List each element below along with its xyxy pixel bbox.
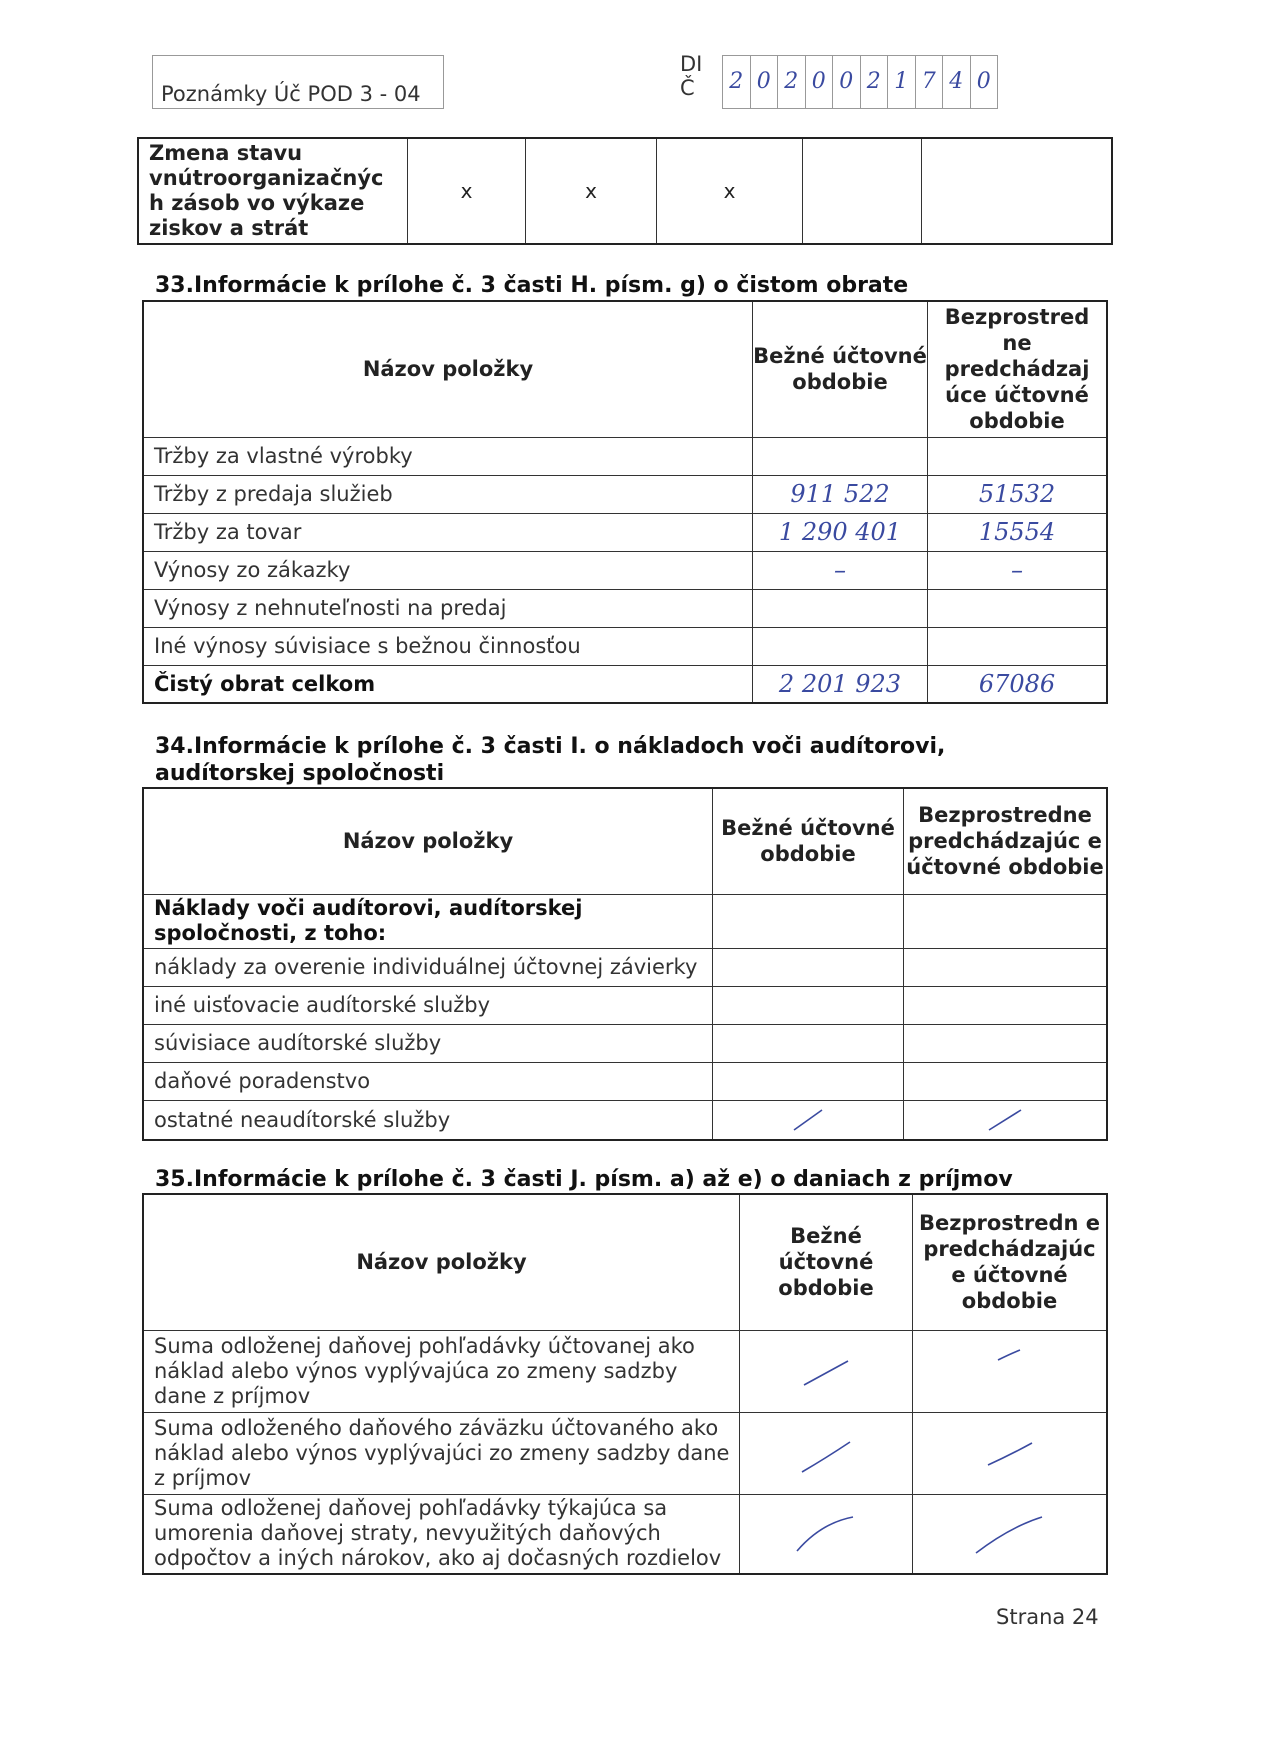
- total-label: Náklady voči audítorovi, audítorskej spoločnosti, z toho:: [143, 894, 713, 948]
- handwritten-dash-mark: [990, 1346, 1030, 1396]
- table-row: [143, 948, 1107, 986]
- handwritten-dash-mark: [985, 1106, 1025, 1134]
- section33-title: 33.Informácie k prílohe č. 3 časti H. písm. g) o čistom obrate: [155, 273, 909, 298]
- table-row: [143, 986, 1107, 1024]
- row-current: [713, 948, 904, 986]
- row-label: Suma odloženého daňového záväzku účtovaného ako náklad alebo výnos vyplývajúci zo zmeny sadzby dane z príjmov: [143, 1412, 740, 1494]
- row-label: Tržby za tovar: [143, 513, 753, 551]
- handwritten-dash-mark: [796, 1351, 856, 1391]
- row-label: súvisiace audítorské služby: [143, 1024, 713, 1062]
- row-label: Suma odloženej daňovej pohľadávky týkajúca sa umorenia daňovej straty, nevyužitých daňových odpočtov a iných nárokov, ako aj dočasných rozdielov: [143, 1494, 740, 1574]
- row-label: iné uisťovacie audítorské služby: [143, 986, 713, 1024]
- col-name-header: Názov položky: [143, 788, 713, 894]
- row-previous: [928, 589, 1108, 627]
- row-current: [740, 1494, 913, 1574]
- row-label: Iné výnosy súvisiace s bežnou činnosťou: [143, 627, 753, 665]
- row-current: [753, 437, 928, 475]
- cell: [922, 138, 1113, 244]
- table-row: [143, 513, 1107, 551]
- row-previous: [904, 948, 1108, 986]
- row-previous: –: [928, 551, 1108, 589]
- dic-digit: 4: [943, 56, 971, 108]
- handwritten-dash-mark: [796, 1428, 856, 1478]
- row-previous: [904, 1024, 1108, 1062]
- row-label: Výnosy zo zákazky: [143, 551, 753, 589]
- row-label: Tržby z predaja služieb: [143, 475, 753, 513]
- row-current: [713, 1100, 904, 1140]
- row-label: Tržby za vlastné výrobky: [143, 437, 753, 475]
- row-current: [753, 589, 928, 627]
- dic-boxes: [722, 55, 998, 109]
- row-previous: [913, 1330, 1108, 1412]
- total-previous: 67086: [928, 665, 1108, 703]
- page-number: Strana 24: [996, 1605, 1099, 1629]
- row-previous: 51532: [928, 475, 1108, 513]
- total-current: 2 201 923: [753, 665, 928, 703]
- row-current: 1 290 401: [753, 513, 928, 551]
- row-current: 911 522: [753, 475, 928, 513]
- handwritten-dash-mark: [980, 1433, 1040, 1473]
- table-row: [143, 589, 1107, 627]
- inventory-change-label: Zmena stavu vnútroorganizačnýc h zásob vo výkaze ziskov a strát: [138, 138, 408, 244]
- col-name-header: Názov položky: [143, 1194, 740, 1330]
- dic-digit: 0: [751, 56, 779, 108]
- table-row: [143, 1024, 1107, 1062]
- dic-label-1: DI: [680, 52, 703, 76]
- section34-title: 34.Informácie k prílohe č. 3 časti I. o nákladoch voči audítorovi, audítorskej spoločnosti: [155, 734, 946, 786]
- table-row: [143, 437, 1107, 475]
- inventory-change-table: [137, 137, 1113, 245]
- dic-digit: 7: [916, 56, 944, 108]
- row-current: [713, 894, 904, 948]
- row-current: [713, 1024, 904, 1062]
- table-row: [143, 1494, 1107, 1574]
- row-previous: [913, 1494, 1108, 1574]
- dic-digit: 1: [888, 56, 916, 108]
- table-row: [143, 551, 1107, 589]
- total-row: [143, 894, 1107, 948]
- handwritten-dash-mark: [970, 1509, 1050, 1559]
- col-previous-header: Bezprostred ne predchádzaj úce účtovné obdobie: [928, 301, 1108, 437]
- row-current: [713, 986, 904, 1024]
- income-tax-table: [142, 1193, 1108, 1575]
- row-previous: [928, 437, 1108, 475]
- row-current: [740, 1330, 913, 1412]
- notes-label: Poznámky Úč POD 3 - 04: [161, 82, 421, 106]
- cell: x: [408, 138, 526, 244]
- dic-digit: 2: [778, 56, 806, 108]
- table-row: [143, 627, 1107, 665]
- row-previous: [928, 627, 1108, 665]
- table-row: [143, 1412, 1107, 1494]
- cell: x: [526, 138, 657, 244]
- dic-digit: 0: [806, 56, 834, 108]
- handwritten-dash-mark: [791, 1509, 861, 1559]
- dic-digit: 2: [861, 56, 889, 108]
- col-current-header: Bežné účtovné obdobie: [753, 301, 928, 437]
- table-row: [143, 475, 1107, 513]
- row-previous: [913, 1412, 1108, 1494]
- row-label: ostatné neaudítorské služby: [143, 1100, 713, 1140]
- row-label: daňové poradenstvo: [143, 1062, 713, 1100]
- row-current: [740, 1412, 913, 1494]
- auditor-costs-table: [142, 787, 1108, 1141]
- notes-box: [152, 55, 444, 109]
- handwritten-dash-mark: [788, 1106, 828, 1134]
- row-previous: [904, 894, 1108, 948]
- net-turnover-table: [142, 300, 1108, 704]
- row-previous: [904, 1100, 1108, 1140]
- dic-digit: 0: [833, 56, 861, 108]
- dic-label-2: Č: [680, 76, 695, 100]
- row-label: náklady za overenie individuálnej účtovnej závierky: [143, 948, 713, 986]
- table-row: [143, 1100, 1107, 1140]
- col-current-header: Bežné účtovné obdobie: [740, 1194, 913, 1330]
- dic-digit: 0: [976, 69, 991, 94]
- row-previous: [904, 986, 1108, 1024]
- row-previous: 15554: [928, 513, 1108, 551]
- cell: [803, 138, 922, 244]
- row-current: [753, 627, 928, 665]
- cell: x: [657, 138, 803, 244]
- row-current: –: [753, 551, 928, 589]
- dic-digit: 2: [723, 56, 751, 108]
- dic-label: [680, 52, 702, 100]
- section35-title: 35.Informácie k prílohe č. 3 časti J. písm. a) až e) o daniach z príjmov: [155, 1167, 1013, 1192]
- total-label: Čistý obrat celkom: [143, 665, 753, 703]
- total-row: [143, 665, 1107, 703]
- col-previous-header: Bezprostredn e predchádzajúc e účtovné obdobie: [913, 1194, 1108, 1330]
- col-previous-header: Bezprostredne predchádzajúc e účtovné obdobie: [904, 788, 1108, 894]
- row-previous: [904, 1062, 1108, 1100]
- col-name-header: Názov položky: [143, 301, 753, 437]
- row-label: Výnosy z nehnuteľnosti na predaj: [143, 589, 753, 627]
- row-current: [713, 1062, 904, 1100]
- col-current-header: Bežné účtovné obdobie: [713, 788, 904, 894]
- table-row: [143, 1330, 1107, 1412]
- row-label: Suma odloženej daňovej pohľadávky účtovanej ako náklad alebo výnos vyplývajúca zo zmeny sadzby dane z príjmov: [143, 1330, 740, 1412]
- table-row: [143, 1062, 1107, 1100]
